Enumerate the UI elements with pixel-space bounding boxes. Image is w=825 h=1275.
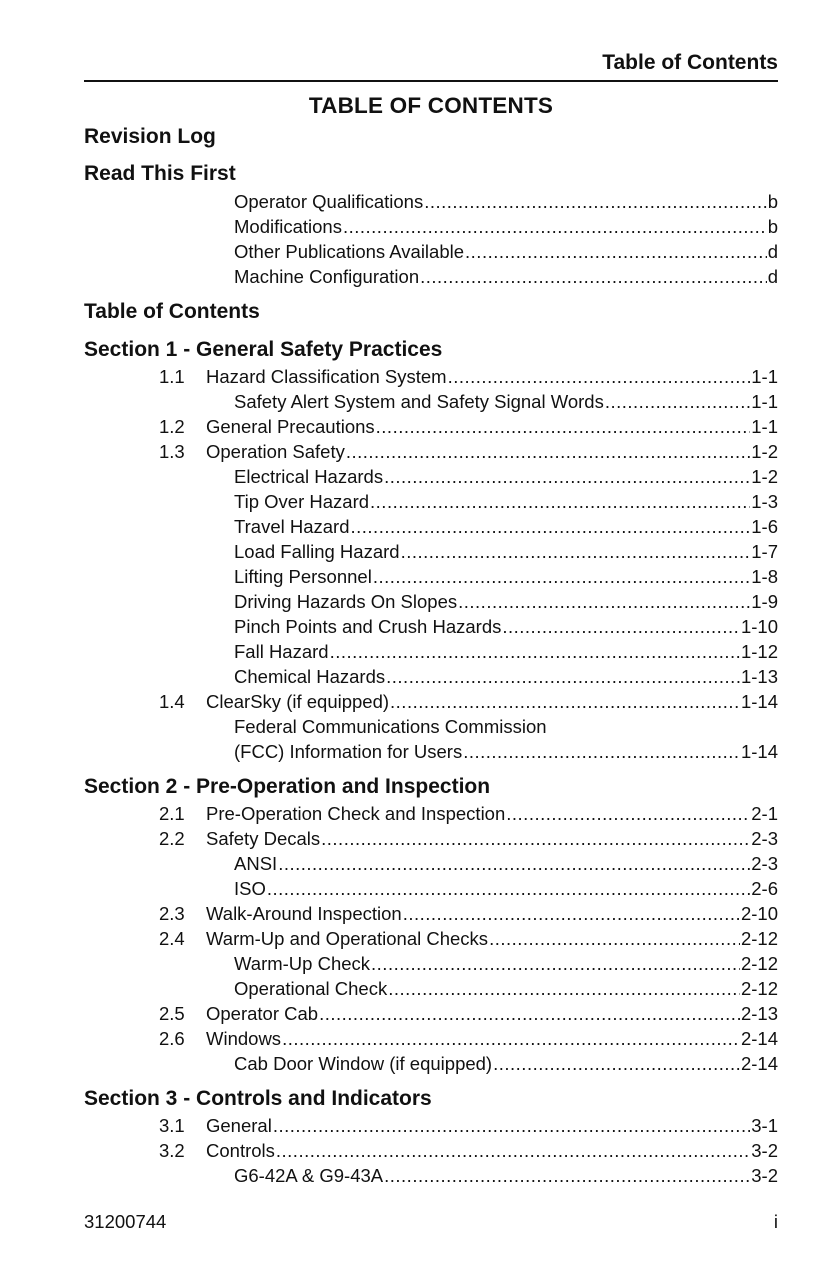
toc-entry-page: 1-12 <box>740 641 778 662</box>
toc-entry[interactable] <box>234 951 778 976</box>
toc-entry-page: 1-9 <box>751 591 778 612</box>
toc-entry-title: Windows <box>206 1028 282 1049</box>
toc-entry-title: Operational Check <box>234 978 388 999</box>
toc-entry-number: 1.3 <box>159 441 185 462</box>
toc-entry-page: 1-7 <box>751 541 778 562</box>
toc-entry-page: 2-6 <box>751 878 778 899</box>
toc-entry[interactable] <box>234 664 778 689</box>
toc-entry-page: 2-1 <box>751 803 778 824</box>
toc-entry-title: Pre-Operation Check and Inspection <box>206 803 506 824</box>
toc-entry[interactable] <box>234 614 778 639</box>
toc-entry-number: 2.3 <box>159 903 185 924</box>
toc-entry-page: 1-13 <box>740 666 778 687</box>
dot-leader <box>273 1113 750 1138</box>
dot-leader <box>319 1001 740 1026</box>
document-number: 31200744 <box>84 1211 167 1232</box>
dot-leader <box>278 851 750 876</box>
toc-entry-title: (FCC) Information for Users <box>234 741 463 762</box>
toc-entry[interactable] <box>159 689 778 714</box>
toc-entry-title: Travel Hazard <box>234 516 350 537</box>
dot-leader <box>458 589 750 614</box>
toc-entry[interactable] <box>159 414 778 439</box>
toc-entry-page: 3-1 <box>751 1115 778 1136</box>
running-header: Table of Contents <box>602 51 778 74</box>
dot-leader <box>386 664 740 689</box>
dot-leader <box>282 1026 740 1051</box>
toc-entry-number: 1.1 <box>159 366 185 387</box>
toc-entry-page: 2-12 <box>740 953 778 974</box>
toc-entry-title: General <box>206 1115 272 1136</box>
toc-entry-title: Safety Alert System and Safety Signal Words <box>234 391 604 412</box>
toc-entry-title: Electrical Hazards <box>234 466 384 487</box>
toc-entry-title: Walk-Around Inspection <box>206 903 402 924</box>
toc-entry-number: 2.2 <box>159 828 185 849</box>
toc-entry[interactable] <box>159 364 778 389</box>
section-heading-read-this-first: Read This First <box>84 162 236 185</box>
toc-entry[interactable] <box>234 239 778 264</box>
section-heading-revision-log: Revision Log <box>84 125 216 148</box>
toc-entry-page: 1-10 <box>740 616 778 637</box>
toc-entry-page: 2-13 <box>740 1003 778 1024</box>
toc-entry-title: G6-42A & G9-43A <box>234 1165 384 1186</box>
toc-entry-title: ISO <box>234 878 266 899</box>
toc-entry-title: Operator Cab <box>206 1003 319 1024</box>
toc-entry[interactable] <box>234 639 778 664</box>
dot-leader <box>343 214 767 239</box>
toc-entry-page: 1-6 <box>751 516 778 537</box>
toc-entry-page: 2-12 <box>740 978 778 999</box>
toc-entry-title: Fall Hazard <box>234 641 329 662</box>
page-number: i <box>773 1211 778 1232</box>
toc-entry-number: 2.6 <box>159 1028 185 1049</box>
section-heading-section-1: Section 1 - General Safety Practices <box>84 338 443 361</box>
toc-entry-page: 2-3 <box>751 853 778 874</box>
toc-entry-title: Warm-Up Check <box>234 953 371 974</box>
dot-leader <box>493 1051 740 1076</box>
toc-entry-page: b <box>767 216 778 237</box>
dot-leader <box>346 439 750 464</box>
toc-entry[interactable] <box>159 439 778 464</box>
dot-leader <box>321 826 750 851</box>
dot-leader <box>465 239 767 264</box>
toc-entry[interactable] <box>159 1001 778 1026</box>
toc-entry-title: Lifting Personnel <box>234 566 372 587</box>
toc-entry-title: Machine Configuration <box>234 266 420 287</box>
toc-entry-title: Driving Hazards On Slopes <box>234 591 458 612</box>
toc-entry[interactable] <box>234 589 778 614</box>
dot-leader <box>376 414 751 439</box>
toc-entry[interactable] <box>234 489 778 514</box>
toc-entry[interactable] <box>234 876 778 901</box>
toc-entry-number: 2.5 <box>159 1003 185 1024</box>
toc-entry[interactable] <box>234 189 778 214</box>
toc-entry-page: 2-3 <box>751 828 778 849</box>
toc-entry[interactable] <box>234 214 778 239</box>
toc-entry-title: ClearSky (if equipped) <box>206 691 390 712</box>
dot-leader <box>424 189 767 214</box>
toc-entry[interactable] <box>159 801 778 826</box>
toc-entry-title: Hazard Classification System <box>206 366 447 387</box>
toc-entry-number: 3.2 <box>159 1140 185 1161</box>
toc-entry-number: 2.4 <box>159 928 185 949</box>
toc-entry[interactable] <box>234 851 778 876</box>
toc-entry-title: Chemical Hazards <box>234 666 386 687</box>
toc-entry-number: 3.1 <box>159 1115 185 1136</box>
toc-entry[interactable] <box>234 564 778 589</box>
toc-entry[interactable] <box>159 901 778 926</box>
toc-entry[interactable] <box>234 976 778 1001</box>
toc-entry-title: ANSI <box>234 853 278 874</box>
toc-entry-title: Load Falling Hazard <box>234 541 400 562</box>
toc-entry-number: 1.4 <box>159 691 185 712</box>
toc-entry-number: 2.1 <box>159 803 185 824</box>
dot-leader <box>401 539 751 564</box>
toc-entry-title: Warm-Up and Operational Checks <box>206 928 489 949</box>
toc-entry-title: Other Publications Available <box>234 241 465 262</box>
toc-entry[interactable] <box>234 1051 778 1076</box>
dot-leader <box>370 489 750 514</box>
toc-entry[interactable] <box>159 826 778 851</box>
toc-entry-page: 1-2 <box>751 441 778 462</box>
section-heading-section-2: Section 2 - Pre-Operation and Inspection <box>84 775 491 798</box>
toc-entry-title: Controls <box>206 1140 275 1161</box>
section-heading-table-of-contents: Table of Contents <box>84 300 260 323</box>
toc-entry-page: 1-2 <box>751 466 778 487</box>
toc-entry[interactable] <box>159 1026 778 1051</box>
toc-entry[interactable] <box>234 1163 778 1188</box>
dot-leader <box>267 876 750 901</box>
dot-leader <box>502 614 740 639</box>
dot-leader <box>463 739 740 764</box>
toc-entry[interactable] <box>159 1138 778 1163</box>
toc-entry-page: d <box>767 241 778 262</box>
toc-entry[interactable] <box>234 389 778 414</box>
dot-leader <box>388 976 740 1001</box>
toc-entry-number: 1.2 <box>159 416 185 437</box>
dot-leader <box>489 926 740 951</box>
toc-entry-title: Tip Over Hazard <box>234 491 370 512</box>
dot-leader <box>351 514 751 539</box>
section-heading-section-3: Section 3 - Controls and Indicators <box>84 1087 432 1110</box>
toc-entry-title: Operation Safety <box>206 441 345 462</box>
toc-entry-title: Cab Door Window (if equipped) <box>234 1053 493 1074</box>
toc-entry-title: General Precautions <box>206 416 375 437</box>
dot-leader <box>371 951 740 976</box>
toc-entry-page: 1-8 <box>751 566 778 587</box>
toc-entry-title: Modifications <box>234 216 342 237</box>
dot-leader <box>403 901 740 926</box>
toc-entry-page: 2-12 <box>740 928 778 949</box>
toc-entry[interactable] <box>234 264 778 289</box>
toc-entry-page: 1-14 <box>740 691 778 712</box>
dot-leader <box>384 1163 750 1188</box>
toc-entry[interactable] <box>159 1113 778 1138</box>
toc-entry-page: 1-1 <box>751 366 778 387</box>
dot-leader <box>605 389 750 414</box>
page-title: TABLE OF CONTENTS <box>308 93 554 118</box>
dot-leader <box>373 564 750 589</box>
toc-entry-title: Operator Qualifications <box>234 191 424 212</box>
toc-entry-page: 3-2 <box>751 1165 778 1186</box>
toc-entry[interactable] <box>234 539 778 564</box>
toc-entry-page: 1-1 <box>751 391 778 412</box>
dot-leader <box>276 1138 750 1163</box>
toc-entry-page: 3-2 <box>751 1140 778 1161</box>
toc-entry-page: 1-1 <box>751 416 778 437</box>
toc-entry-page: 2-14 <box>740 1053 778 1074</box>
toc-entry-page: 2-10 <box>740 903 778 924</box>
dot-leader <box>330 639 740 664</box>
dot-leader <box>506 801 750 826</box>
toc-entry-page: 2-14 <box>740 1028 778 1049</box>
toc-entry-title-line: Federal Communications Commission <box>234 716 547 737</box>
toc-entry-page: 1-14 <box>740 741 778 762</box>
toc-entry[interactable] <box>234 464 778 489</box>
dot-leader <box>390 689 740 714</box>
toc-entry-title: Safety Decals <box>206 828 321 849</box>
toc-entry[interactable] <box>159 926 778 951</box>
toc-entry-page: d <box>767 266 778 287</box>
toc-entry-page: 1-3 <box>751 491 778 512</box>
toc-entry-page: b <box>767 191 778 212</box>
toc-entry-title: Pinch Points and Crush Hazards <box>234 616 502 637</box>
dot-leader <box>448 364 751 389</box>
dot-leader <box>384 464 750 489</box>
dot-leader <box>420 264 767 289</box>
toc-entry[interactable] <box>234 514 778 539</box>
toc-entry[interactable] <box>234 739 778 764</box>
